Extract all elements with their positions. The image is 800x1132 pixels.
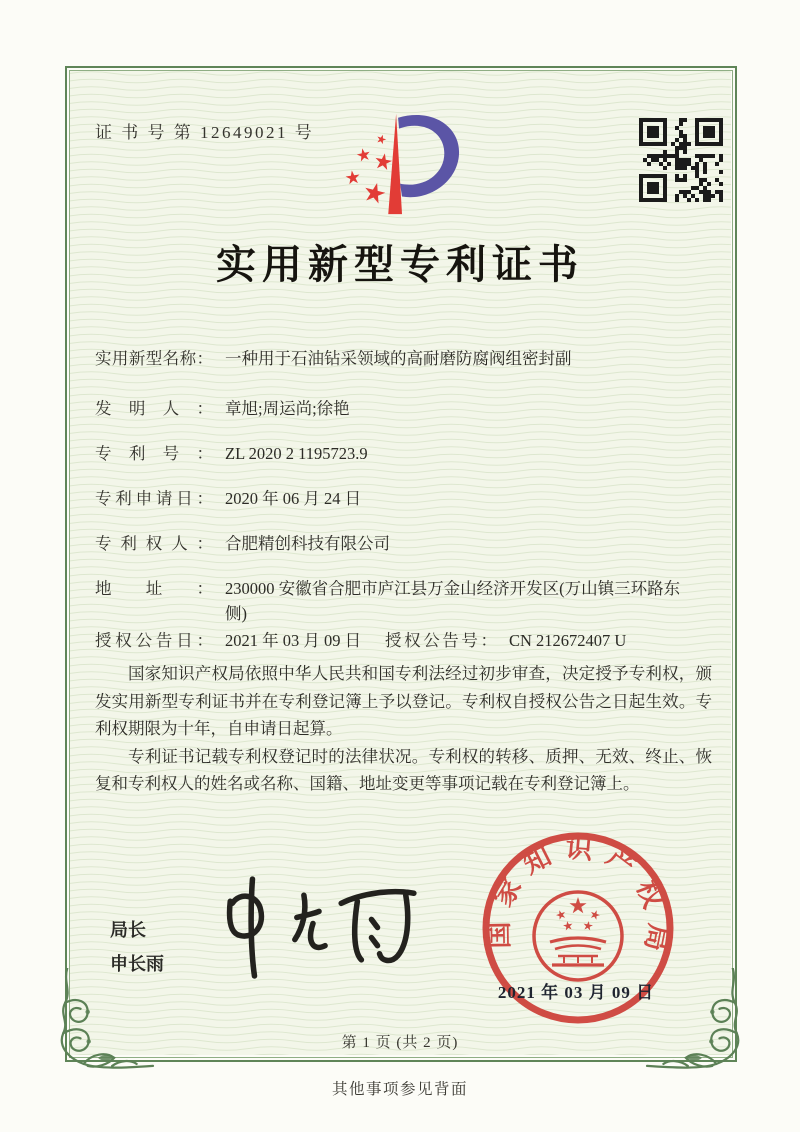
field-label: 专利号： [95,444,213,463]
grant-number-label: 授权公告号： [385,631,497,650]
certificate-number: 证 书 号 第 12649021 号 [95,123,315,142]
legal-text-block [95,660,712,798]
certificate-title: 实用新型专利证书 [216,242,584,287]
corner-flourish-icon [53,968,155,1070]
grant-date-value: 2021 年 03 月 09 日 [225,631,362,650]
handwritten-signature [200,866,432,984]
field-row-patent-number [95,442,710,467]
field-label: 实用新型名称： [95,349,213,368]
field-value: 章旭;周运尚;徐艳 [225,399,350,418]
back-side-note: 其他事项参见背面 [331,1081,468,1098]
qr-code-icon [639,118,723,202]
field-label: 专利申请日： [95,489,213,508]
field-value: 230000 安徽省合肥市庐江县万金山经济开发区(万山镇三环路东侧) [225,579,681,623]
grant-number-value: CN 212672407 U [509,631,627,650]
national-emblem-icon [534,892,622,980]
page-indicator: 第 1 页 (共 2 页) [341,1035,459,1051]
seal-date: 2021 年 03 月 09 日 [497,983,655,1002]
legal-paragraph-2: 专利证书记载专利权登记时的法律状况。专利权的转移、质押、无效、终止、恢复和专利权人的姓名或名称、国籍、地址变更等事项记载在专利登记簿上。 [95,746,712,793]
field-row-utility-model-name [95,347,710,372]
field-value: 合肥精创科技有限公司 [225,534,390,553]
field-label: 专利权人： [95,534,213,553]
field-row-inventor [95,397,710,422]
field-label: 地址： [95,579,213,598]
field-row-grant [95,629,710,654]
field-value: ZL 2020 2 1195723.9 [225,444,368,463]
seal-ring-text: 国家知识产权局 [483,832,674,966]
commissioner-title: 局长 [110,920,146,940]
field-label: 发明人： [95,399,213,418]
cnipa-logo-icon [329,106,477,224]
field-value: 一种用于石油钻采领域的高耐磨防腐阀组密封副 [225,349,572,368]
grant-date-pair [95,629,361,654]
field-row-patentee [95,532,710,557]
grant-date-label: 授权公告日： [95,631,213,650]
field-value: 2020 年 06 月 24 日 [225,489,362,508]
field-row-filing-date [95,487,710,512]
grant-number-pair [385,629,626,654]
legal-paragraph-1: 国家知识产权局依照中华人民共和国专利法经过初步审查，决定授予专利权，颁发实用新型专利证书并在专利登记簿上予以登记。专利权自授权公告之日起生效。专利权期限为十年，自申请日起算。 [95,664,712,738]
corner-flourish-icon [645,968,747,1070]
field-row-address [95,577,710,626]
commissioner-name: 申长雨 [110,954,164,974]
